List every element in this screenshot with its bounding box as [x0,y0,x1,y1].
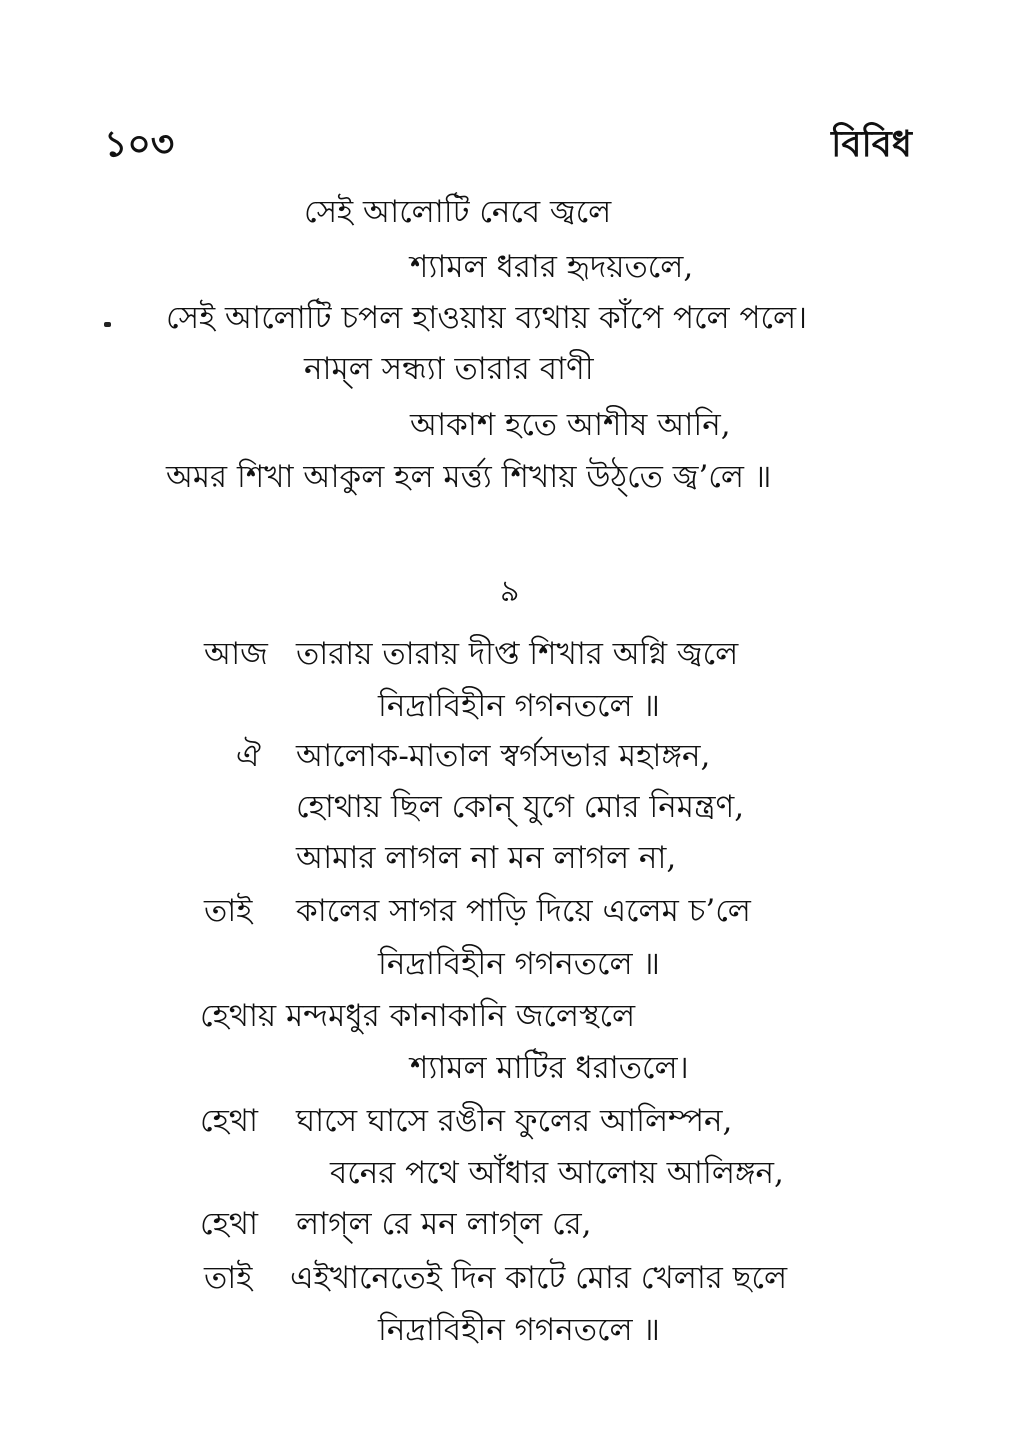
line-lead: হেথা [200,1206,258,1242]
song-line: কালের সাগর পাড়ি দিয়ে এলেম চ’লে [296,893,751,929]
song-line: এইখানেতেই দিন কাটে মোর খেলার ছলে [290,1260,788,1296]
song-line: আমার লাগল না মন লাগল না, [296,840,677,876]
song-line: হোথায় ছিল কোন্‌ যুগে মোর নিমন্ত্রণ, [296,789,745,825]
poem-line: নাম্‌ল সন্ধ্যা তারার বাণী [304,351,594,387]
song-line: নিদ্রাবিহীন গগনতলে ॥ [378,1312,660,1348]
poem-line: সেই আলোটি নেবে জ্বলে [304,194,612,230]
line-lead: তাই [204,893,253,929]
song-line: হেথায় মন্দমধুর কানাকানি জলেস্থলে [200,998,636,1034]
poem-line: শ্যামল ধরার হৃদয়তলে, [410,249,694,285]
poem-line: অমর শিখা আকুল হল মর্ত্ত্য শিখায় উঠ্‌তে জ্ব’লে ॥ [166,459,772,495]
song-line: বনের পথে আঁধার আলোয় আলিঙ্গন, [330,1155,784,1191]
song-line: ঘাসে ঘাসে রঙীন ফুলের আলিম্পন, [296,1103,733,1139]
song-line: তারায় তারায় দীপ্ত শিখার অগ্নি জ্বলে [296,636,739,672]
song-line: শ্যামল মাটির ধরাতলে। [410,1050,689,1086]
song-line: আলোক-মাতাল স্বর্গসভার মহাঙ্গন, [296,738,711,774]
song-number: ৯ [500,574,520,609]
poem-line: আকাশ হতে আশীষ আনি, [410,407,731,443]
line-lead: তাই [204,1260,253,1296]
line-lead: আজ [204,636,268,672]
page-number: ১০৩ [104,123,175,165]
poem-line: সেই আলোটি চপল হাওয়ায় ব্যথায় কাঁপে পলে পলে। [166,300,808,336]
section-title: বিবিধ [831,123,912,165]
line-lead: হেথা [200,1103,258,1139]
line-lead: ঐ [236,738,261,774]
song-line: নিদ্রাবিহীন গগনতলে ॥ [378,946,660,982]
print-speck [104,322,111,327]
song-line: লাগ্‌ল রে মন লাগ্‌ল রে, [296,1206,592,1242]
song-line: নিদ্রাবিহীন গগনতলে ॥ [378,688,660,724]
